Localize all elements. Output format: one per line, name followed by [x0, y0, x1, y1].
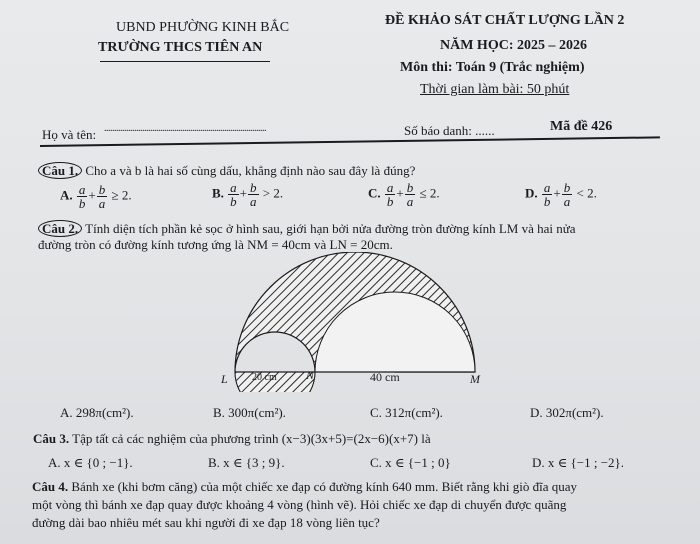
- duration: Thời gian làm bài: 50 phút: [420, 82, 570, 97]
- subject: Môn thi: Toán 9 (Trắc nghiệm): [400, 60, 585, 75]
- question-4-text-line3: đường dài bao nhiêu mét sau khi người đi xe đạp 18 vòng liên tục?: [32, 515, 380, 530]
- exam-title: ĐỀ KHẢO SÁT CHẤT LƯỢNG LẦN 2: [385, 13, 625, 28]
- q1-b-frac2: $\frac{b}{a}$: [250, 180, 257, 209]
- q1-a-frac1: $\frac{a}{b}$: [78, 182, 86, 211]
- name-field-dots: .................................................................................: [104, 123, 266, 134]
- question-3: [33, 431, 431, 447]
- question-3-label: Câu 3.: [33, 431, 70, 446]
- q3-option-b[interactable]: B. x ∈ {3 ; 9}.: [208, 455, 285, 470]
- question-2-text-line1: Tính diện tích phần kẻ sọc ở hình sau, giới hạn bởi nửa đường tròn đường kính LM và hai nửa: [85, 221, 576, 236]
- q1-option-a-label: A.: [60, 187, 73, 203]
- point-l: L: [221, 372, 228, 386]
- name-label: Họ và tên:: [42, 127, 97, 142]
- question-2-label: Câu 2.: [38, 220, 82, 237]
- q1-c-frac1: $\frac{a}{b}$: [386, 180, 394, 209]
- point-m: M: [470, 372, 480, 386]
- school-name: TRƯỜNG THCS TIÊN AN: [98, 40, 263, 55]
- q3-option-d[interactable]: D. x ∈ {−1 ; −2}.: [532, 455, 625, 470]
- q1-b-frac1: $\frac{a}{b}$: [230, 180, 237, 209]
- question-1-text: Cho a và b là hai số cùng dấu, khẳng định nào sau đây là đúng?: [85, 163, 416, 178]
- semicircle-figure: [220, 252, 500, 392]
- q1-c-frac2: $\frac{b}{a}$: [406, 180, 414, 209]
- question-2: [38, 221, 576, 237]
- school-underline: [100, 61, 270, 62]
- q1-d-frac2: $\frac{b}{a}$: [563, 180, 571, 209]
- q2-option-a[interactable]: A. 298π(cm²).: [60, 405, 134, 420]
- q3-option-a[interactable]: A. x ∈ {0 ; −1}.: [48, 455, 133, 470]
- q1-option-a[interactable]: A. $\frac{a}{b}$ + $\frac{b}{a}$ ≥ 2.: [60, 182, 132, 211]
- q2-option-d[interactable]: D. 302π(cm²).: [530, 405, 604, 420]
- question-3-text: Tập tất cả các nghiệm của phương trình (x−3)(3x+5)=(2x−6)(x+7) là: [72, 431, 431, 446]
- q2-option-b[interactable]: B. 300π(cm²).: [213, 405, 286, 420]
- school-year: NĂM HỌC: 2025 – 2026: [440, 38, 587, 53]
- question-1: [38, 163, 415, 179]
- length-20cm: 20 cm: [252, 372, 277, 383]
- exam-code: Mã đề 426: [550, 119, 613, 134]
- question-1-label: Câu 1.: [38, 162, 82, 179]
- q1-a-frac2: $\frac{b}{a}$: [98, 182, 106, 211]
- length-40cm: 40 cm: [370, 370, 400, 384]
- q1-option-b[interactable]: B. $\frac{a}{b}$ + $\frac{b}{a}$ > 2.: [212, 180, 284, 209]
- point-n: N: [306, 368, 315, 382]
- q2-option-c[interactable]: C. 312π(cm²).: [370, 405, 443, 420]
- candidate-number-label: Số báo danh: ......: [404, 123, 495, 138]
- q1-option-d[interactable]: D. $\frac{a}{b}$ + $\frac{b}{a}$ < 2.: [525, 180, 597, 209]
- q1-option-d-label: D.: [525, 185, 538, 201]
- question-4-label: Câu 4.: [32, 479, 69, 494]
- question-4: [32, 479, 577, 495]
- question-2-text-line2: đường tròn có đường kính tương ứng là NM = 40cm và LN = 20cm.: [38, 237, 393, 252]
- question-4-text-line2: một vòng thì bánh xe đạp quay được khoảng 4 vòng (hình vẽ). Hỏi chiếc xe đạp di chuyển được quãng: [32, 497, 567, 512]
- q1-option-c-label: C.: [368, 185, 381, 201]
- q1-d-frac1: $\frac{a}{b}$: [543, 180, 551, 209]
- q1-option-c[interactable]: C. $\frac{a}{b}$ + $\frac{b}{a}$ ≤ 2.: [368, 180, 440, 209]
- question-4-text-line1: Bánh xe (khi bơm căng) của một chiếc xe đạp có đường kính 640 mm. Biết rằng khi giò đĩa quay: [71, 479, 578, 494]
- district-name: UBND PHƯỜNG KINH BẮC: [116, 20, 290, 35]
- q3-option-c[interactable]: C. x ∈ {−1 ; 0}: [370, 455, 451, 470]
- q1-option-b-label: B.: [212, 185, 224, 201]
